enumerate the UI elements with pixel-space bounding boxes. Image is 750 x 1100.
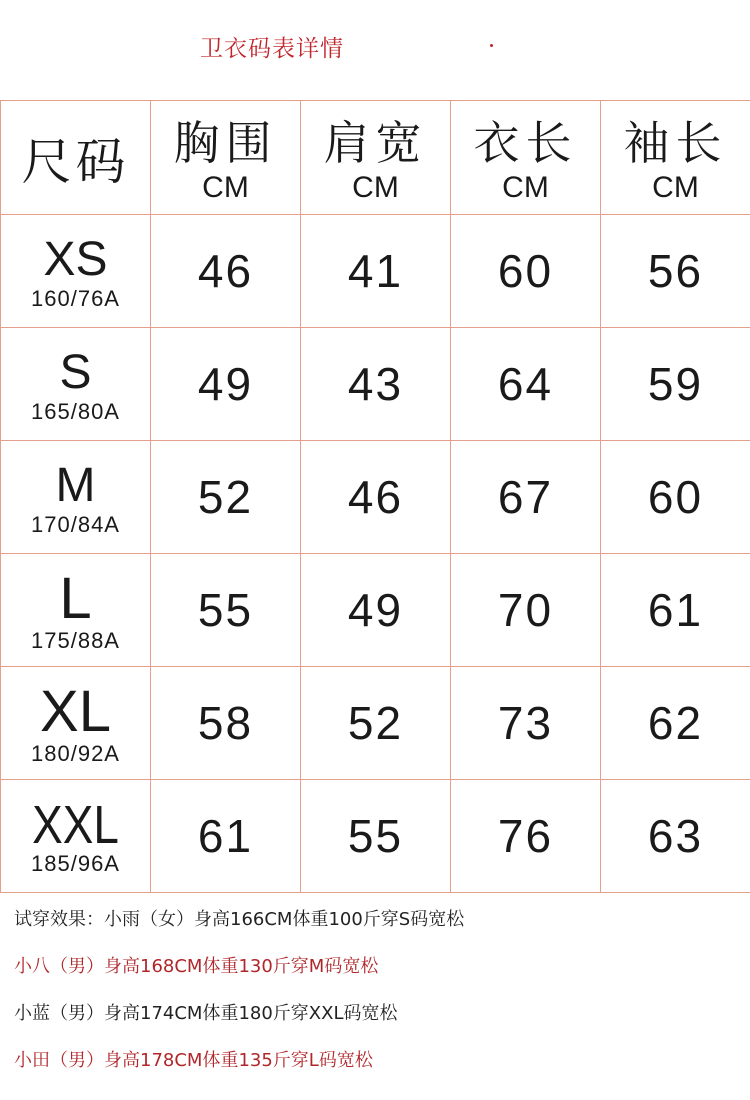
chest-value xyxy=(151,554,301,667)
value-text: 58 xyxy=(197,697,254,749)
chest-value xyxy=(151,441,301,554)
size-code: XS xyxy=(43,233,108,286)
sleeve-value xyxy=(601,328,750,441)
table-row xyxy=(1,554,750,667)
value-text: 55 xyxy=(197,584,254,636)
value-text: 61 xyxy=(197,810,254,862)
chest-value xyxy=(151,667,301,780)
shoulder-value xyxy=(301,215,451,328)
fit-notes xyxy=(14,905,734,1093)
value-text: 63 xyxy=(647,810,704,862)
header-sleeve-label: 袖长 xyxy=(623,115,728,170)
value-text: 46 xyxy=(197,245,254,297)
table-row xyxy=(1,215,750,328)
size-spec: 185/96A xyxy=(31,851,120,876)
chest-value xyxy=(151,780,301,893)
size-code: XXL xyxy=(32,795,119,855)
size-cell xyxy=(1,667,151,780)
table-row xyxy=(1,328,750,441)
value-text: 56 xyxy=(647,245,704,297)
value-text: 67 xyxy=(497,471,554,523)
header-shoulder-label: 肩宽 xyxy=(323,115,428,170)
length-value xyxy=(451,667,601,780)
header-length xyxy=(451,101,601,215)
length-value xyxy=(451,441,601,554)
value-text: 73 xyxy=(497,697,554,749)
value-text: 49 xyxy=(347,584,404,636)
value-text: 60 xyxy=(647,471,704,523)
header-sleeve xyxy=(601,101,750,215)
table-row xyxy=(1,667,750,780)
sleeve-value xyxy=(601,215,750,328)
page-title: 卫衣码表详情 xyxy=(200,36,344,62)
table-header-row xyxy=(1,101,750,215)
header-size xyxy=(1,101,151,215)
value-text: 41 xyxy=(347,245,404,297)
size-cell xyxy=(1,441,151,554)
value-text: 70 xyxy=(497,584,554,636)
header-size-label: 尺码 xyxy=(21,132,130,191)
length-value xyxy=(451,780,601,893)
size-cell xyxy=(1,215,151,328)
value-text: 59 xyxy=(647,358,704,410)
size-spec: 165/80A xyxy=(31,399,120,424)
value-text: 43 xyxy=(347,358,404,410)
table-row xyxy=(1,780,750,893)
value-text: 62 xyxy=(647,697,704,749)
header-shoulder-unit: CM xyxy=(352,170,399,204)
fit-note: 小八（男）身高168CM体重130斤穿M码宽松 xyxy=(14,956,379,977)
header-chest-unit: CM xyxy=(202,170,249,204)
fit-note: 小田（男）身高178CM体重135斤穿L码宽松 xyxy=(14,1050,373,1071)
value-text: 64 xyxy=(497,358,554,410)
size-spec: 170/84A xyxy=(31,512,120,537)
value-text: 49 xyxy=(197,358,254,410)
length-value xyxy=(451,215,601,328)
length-value xyxy=(451,554,601,667)
sleeve-value xyxy=(601,554,750,667)
chest-value xyxy=(151,328,301,441)
shoulder-value xyxy=(301,441,451,554)
value-text: 52 xyxy=(347,697,404,749)
value-text: 52 xyxy=(197,471,254,523)
shoulder-value xyxy=(301,554,451,667)
title-dot-decoration xyxy=(490,44,493,47)
size-code: XL xyxy=(40,679,111,744)
sleeve-value xyxy=(601,441,750,554)
size-cell xyxy=(1,780,151,893)
fit-note: 小蓝（男）身高174CM体重180斤穿XXL码宽松 xyxy=(14,1003,398,1024)
fit-note: 试穿效果：小雨（女）身高166CM体重100斤穿S码宽松 xyxy=(14,909,465,930)
sleeve-value xyxy=(601,667,750,780)
header-length-unit: CM xyxy=(502,170,549,204)
size-code: S xyxy=(59,346,92,399)
size-code: L xyxy=(59,566,92,631)
size-code: M xyxy=(55,459,96,512)
value-text: 60 xyxy=(497,245,554,297)
length-value xyxy=(451,328,601,441)
size-spec: 175/88A xyxy=(31,628,120,653)
value-text: 76 xyxy=(497,810,554,862)
size-spec: 160/76A xyxy=(31,286,120,311)
value-text: 46 xyxy=(347,471,404,523)
size-spec: 180/92A xyxy=(31,741,120,766)
header-sleeve-unit: CM xyxy=(652,170,699,204)
table-row xyxy=(1,441,750,554)
size-chart-table xyxy=(0,100,750,893)
shoulder-value xyxy=(301,667,451,780)
value-text: 55 xyxy=(347,810,404,862)
header-chest xyxy=(151,101,301,215)
value-text: 61 xyxy=(647,584,704,636)
size-cell xyxy=(1,554,151,667)
size-cell xyxy=(1,328,151,441)
header-shoulder xyxy=(301,101,451,215)
chest-value xyxy=(151,215,301,328)
header-chest-label: 胸围 xyxy=(173,115,278,170)
shoulder-value xyxy=(301,328,451,441)
sleeve-value xyxy=(601,780,750,893)
shoulder-value xyxy=(301,780,451,893)
header-length-label: 衣长 xyxy=(473,115,578,170)
